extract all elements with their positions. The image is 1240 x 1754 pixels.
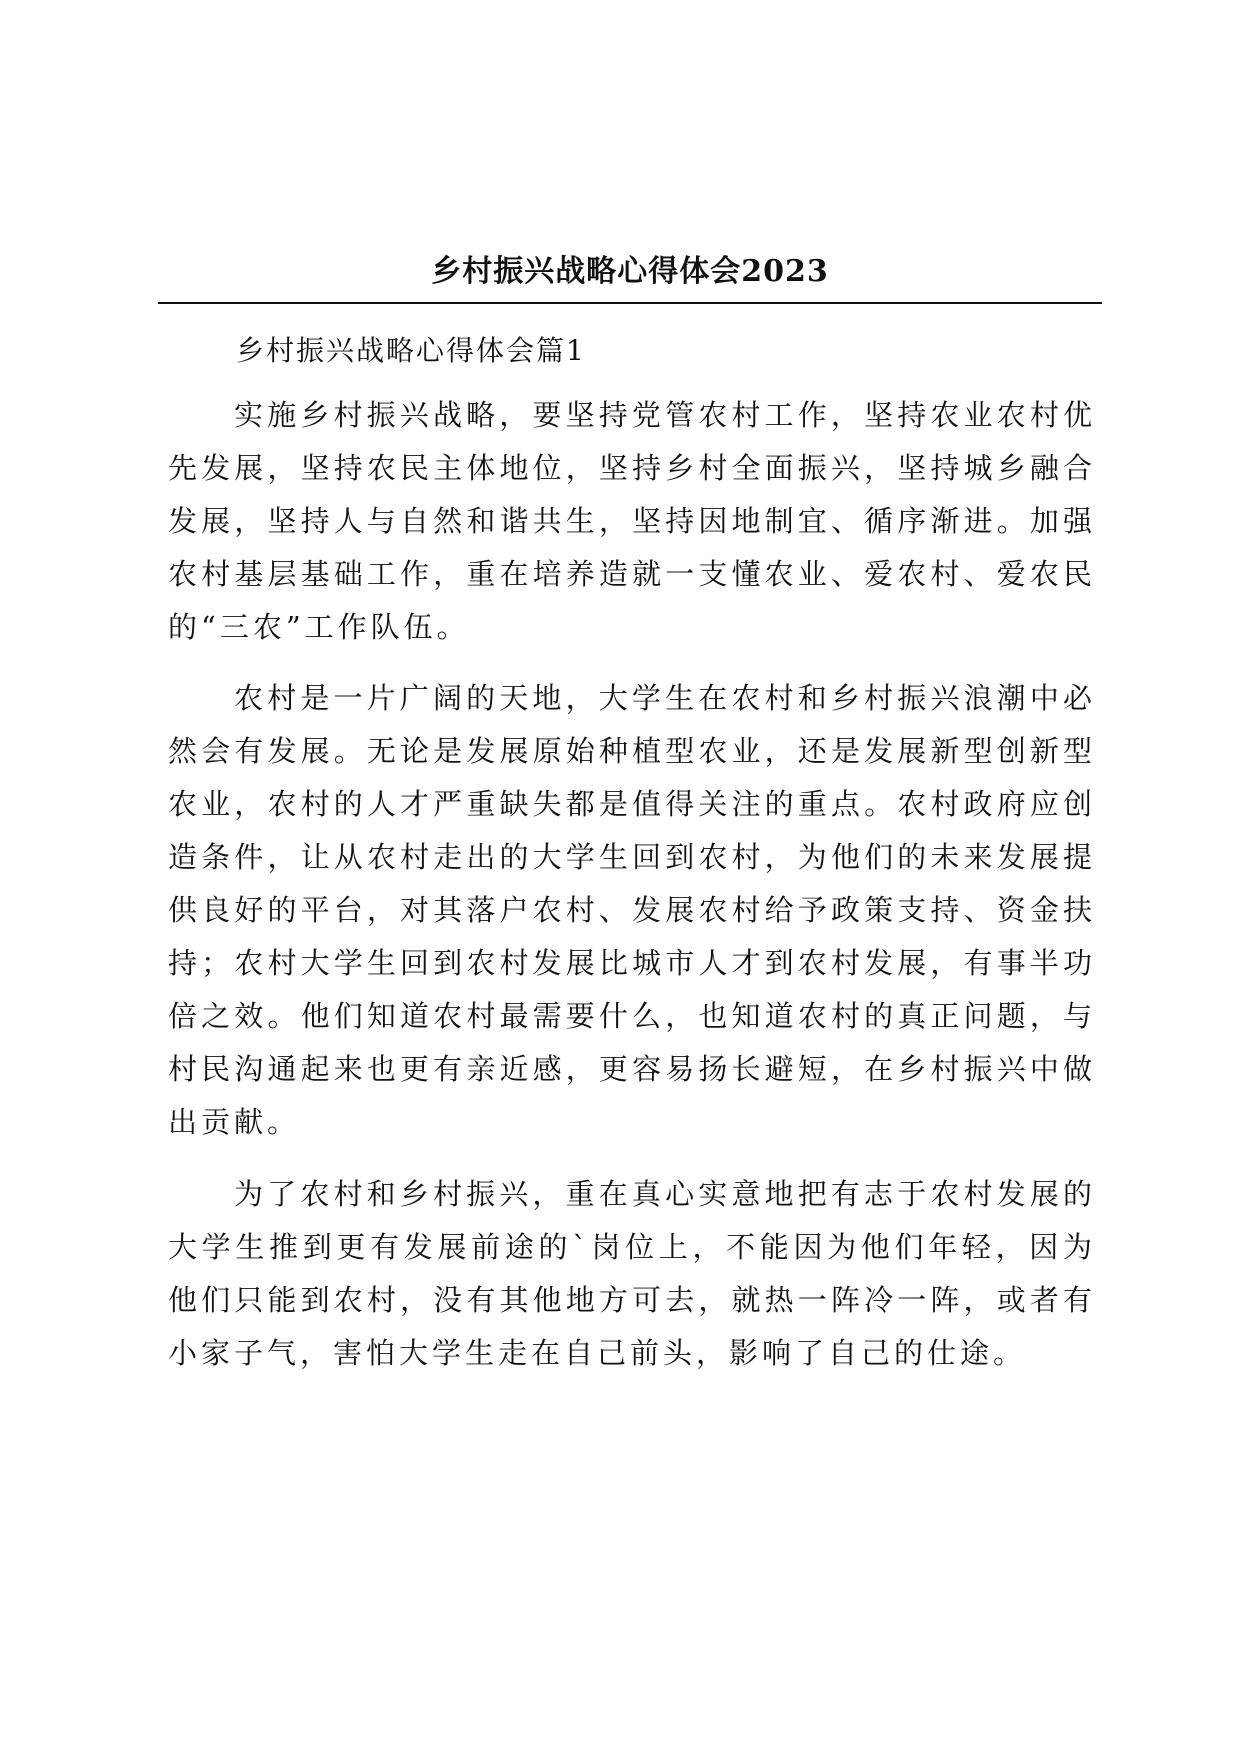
title-underline-divider [158, 302, 1102, 304]
body-paragraph-1: 实施乡村振兴战略，要坚持党管农村工作，坚持农业农村优先发展，坚持农民主体地位，坚持乡村全面振兴，坚持城乡融合发展，坚持人与自然和谐共生，坚持因地制宜、循序渐进。加强农村基层基础工作，重在培养造就一支懂农业、爱农村、爱农民的“三农”工作队伍。 [168, 398, 1096, 644]
section-heading: 乡村振兴战略心得体会篇1 [236, 334, 586, 367]
body-paragraph-2: 农村是一片广阔的天地，大学生在农村和乡村振兴浪潮中必然会有发展。无论是发展原始种植型农业，还是发展新型创新型农业，农村的人才严重缺失都是值得关注的重点。农村政府应创造条件，让从农村走出的大学生回到农村，为他们的未来发展提供良好的平台，对其落户农村、发展农村给予政策支持、资金扶持；农村大学生回到农村发展比城市人才到农村发展，有事半功倍之效。他们知道农村最需要什么，也知道农村的真正问题，与村民沟通起来也更有亲近感，更容易扬长避短，在乡村振兴中做出贡献。 [168, 681, 1096, 1139]
body-paragraph-3: 为了农村和乡村振兴，重在真心实意地把有志于农村发展的大学生推到更有发展前途的`岗位上，不能因为他们年轻，因为他们只能到农村，没有其他地方可去，就热一阵冷一阵，或者有小家子气，害怕大学生走在自己前头，影响了自己的仕途。 [168, 1177, 1096, 1370]
document-title: 乡村振兴战略心得体会2023 [431, 254, 829, 289]
